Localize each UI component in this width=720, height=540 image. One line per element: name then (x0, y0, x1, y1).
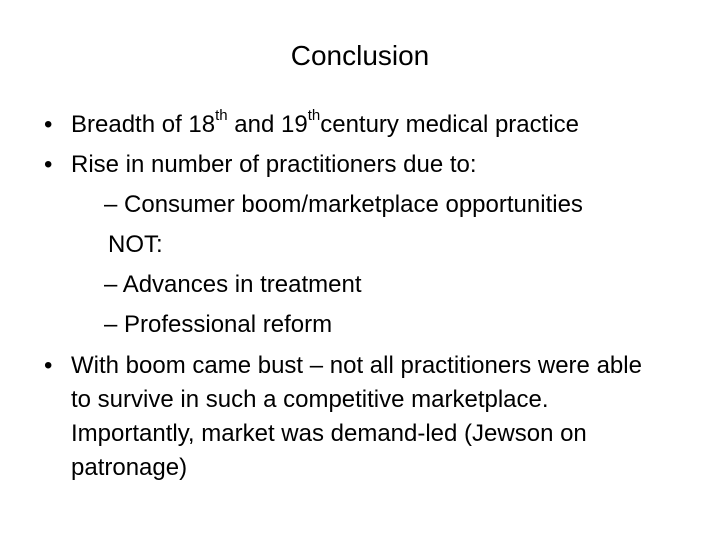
slide-title: Conclusion (290, 40, 430, 71)
superscript: th (307, 107, 321, 124)
bullet-text-part: century medical practice (320, 111, 579, 138)
bullet-text: Rise in number of practitioners due to: (71, 151, 477, 178)
sub-item-reform: – Professional reform (104, 311, 333, 338)
bullet-item-breadth (44, 105, 694, 145)
bullet-text-part: and 19 (227, 111, 308, 138)
sub-item-consumer-boom: – Consumer boom/marketplace opportunities (104, 191, 583, 218)
sub-item-not-label: NOT: (108, 231, 163, 258)
bullet-text (71, 105, 694, 145)
bullet-item-rise (44, 145, 694, 185)
bullet-item-boom-bust (44, 349, 656, 485)
bullet-icon: • (44, 111, 53, 138)
bullet-icon: • (44, 151, 53, 178)
slide-body (44, 105, 694, 485)
bullet-text-part: Breadth of 18 (71, 111, 216, 138)
bullet-icon: • (44, 352, 53, 379)
bullet-text: With boom came bust – not all practitioners were able to survive in such a competitive marketplace. Importantly, market was demand-led (Jewson on patronage) (71, 352, 642, 481)
superscript: th (215, 107, 228, 124)
sub-item-advances: – Advances in treatment (104, 271, 362, 298)
